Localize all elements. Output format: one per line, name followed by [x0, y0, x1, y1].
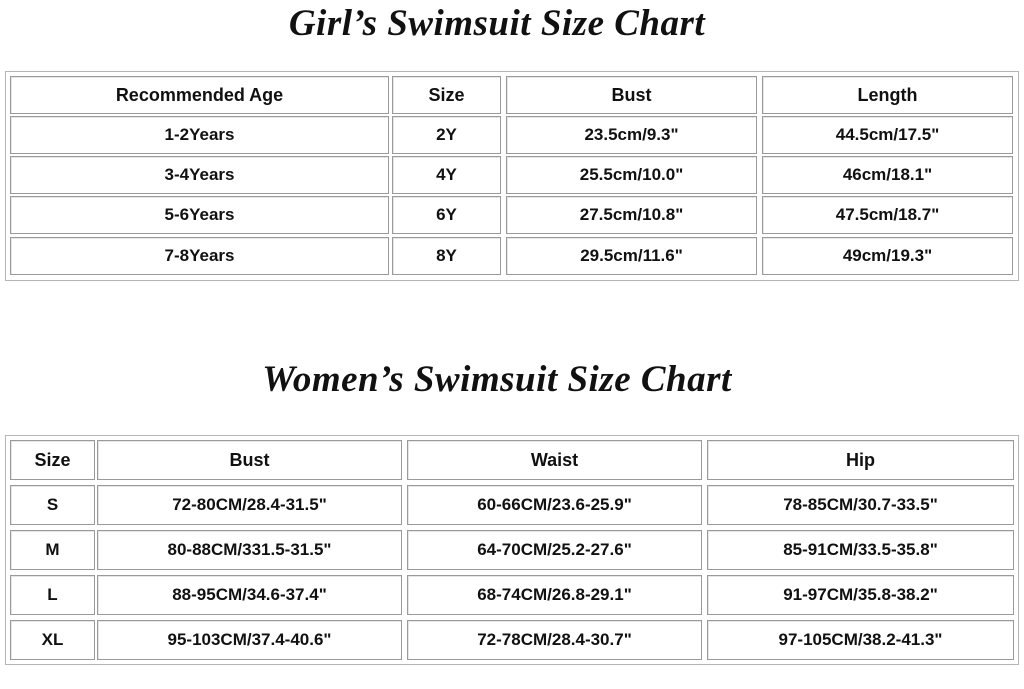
- table-cell: 23.5cm/9.3": [506, 116, 757, 154]
- table-cell: M: [10, 530, 95, 570]
- column-header: Bust: [97, 440, 402, 480]
- table-cell: 29.5cm/11.6": [506, 237, 757, 275]
- table-cell: 1-2Years: [10, 116, 389, 154]
- table-cell: 4Y: [392, 156, 501, 194]
- womens-size-chart-title: Women’s Swimsuit Size Chart: [262, 359, 732, 400]
- table-cell: 72-78CM/28.4-30.7": [407, 620, 702, 660]
- table-cell: XL: [10, 620, 95, 660]
- column-header: Hip: [707, 440, 1014, 480]
- girls-size-chart-title: Girl’s Swimsuit Size Chart: [288, 3, 706, 44]
- table-cell: 60-66CM/23.6-25.9": [407, 485, 702, 525]
- table-cell: 49cm/19.3": [762, 237, 1013, 275]
- table-cell: 8Y: [392, 237, 501, 275]
- girls-size-table: [5, 71, 1019, 281]
- table-cell: 25.5cm/10.0": [506, 156, 757, 194]
- table-cell: 64-70CM/25.2-27.6": [407, 530, 702, 570]
- womens-size-table: [5, 435, 1019, 665]
- table-cell: 85-91CM/33.5-35.8": [707, 530, 1014, 570]
- table-cell: 7-8Years: [10, 237, 389, 275]
- table-cell: 91-97CM/35.8-38.2": [707, 575, 1014, 615]
- table-cell: 68-74CM/26.8-29.1": [407, 575, 702, 615]
- table-cell: 78-85CM/30.7-33.5": [707, 485, 1014, 525]
- table-cell: 27.5cm/10.8": [506, 196, 757, 234]
- table-cell: 47.5cm/18.7": [762, 196, 1013, 234]
- column-header: Size: [392, 76, 501, 114]
- column-header: Length: [762, 76, 1013, 114]
- table-cell: 97-105CM/38.2-41.3": [707, 620, 1014, 660]
- table-cell: 72-80CM/28.4-31.5": [97, 485, 402, 525]
- table-cell: 44.5cm/17.5": [762, 116, 1013, 154]
- table-cell: 88-95CM/34.6-37.4": [97, 575, 402, 615]
- column-header: Waist: [407, 440, 702, 480]
- table-cell: 95-103CM/37.4-40.6": [97, 620, 402, 660]
- column-header: Size: [10, 440, 95, 480]
- table-cell: 46cm/18.1": [762, 156, 1013, 194]
- table-cell: S: [10, 485, 95, 525]
- table-cell: 3-4Years: [10, 156, 389, 194]
- table-cell: 2Y: [392, 116, 501, 154]
- table-cell: 80-88CM/331.5-31.5": [97, 530, 402, 570]
- column-header: Bust: [506, 76, 757, 114]
- table-cell: L: [10, 575, 95, 615]
- column-header: Recommended Age: [10, 76, 389, 114]
- table-cell: 5-6Years: [10, 196, 389, 234]
- table-cell: 6Y: [392, 196, 501, 234]
